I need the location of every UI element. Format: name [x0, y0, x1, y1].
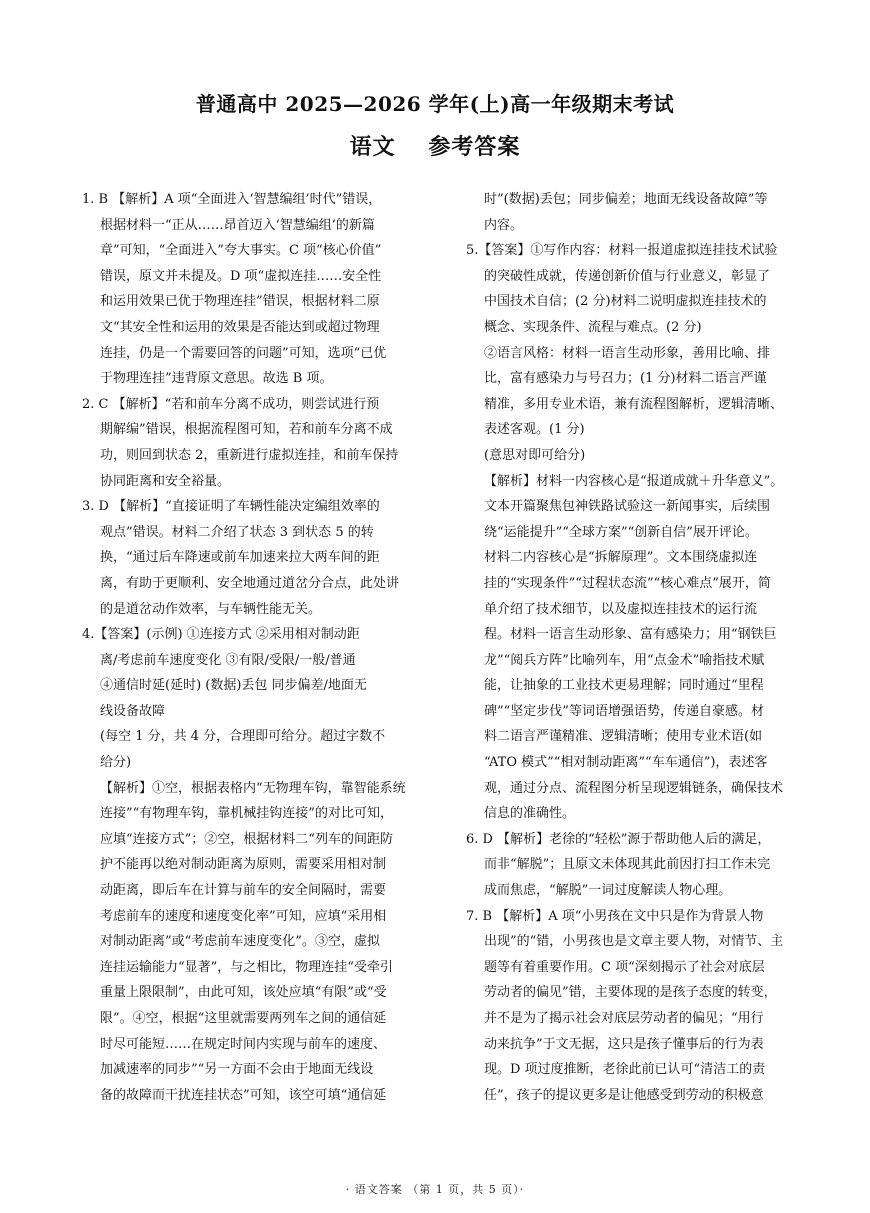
text-line: 【解析】①空，根据表格内“无物理车钩，靠智能系统: [100, 780, 406, 796]
text-line: 7. B 【解析】A 项“小男孩在文中只是作为背景人物: [466, 908, 764, 924]
text-line: 动来抗争”于文无据，这只是孩子懂事后的行为表: [484, 1036, 764, 1052]
text-line: 连挂，仍是一个需要回答的问题”可知，选项“已优: [100, 345, 387, 361]
text-line: ④通信时延(延时) (数据)丢包 同步偏差/地面无: [100, 678, 367, 694]
text-line: 信息的准确性。: [484, 806, 576, 822]
text-line: 考虑前车的速度和速度变化率”可知，应填“采用相: [100, 908, 387, 924]
text-line: 现。D 项过度推断，老徐此前已认可“清洁工的责: [484, 1062, 766, 1078]
text-line: 材料二内容核心是“拆解原理”。文本围绕虚拟连: [484, 550, 758, 566]
text-line: 5.【答案】①写作内容：材料一报道虚拟连挂技术试验: [466, 243, 778, 259]
text-line: 并不是为了揭示社会对底层劳动者的偏见；“用行: [484, 1011, 764, 1026]
text-line: 换，“通过后车降速或前车加速来拉大两车间的距: [100, 550, 380, 566]
text-line: 能，让抽象的工业技术更易理解；同时通过“里程: [484, 678, 764, 694]
answer-label: 参考答案: [428, 134, 521, 160]
text-line: 单介绍了技术细节，以及虚拟连挂技术的运行流: [484, 601, 758, 617]
text-line: 离/考虑前车速度变化 ③有限/受限/一般/普通: [100, 652, 356, 668]
text-line: 连挂运输能力“显著”，与之相比，物理连挂“受牵引: [100, 959, 393, 975]
text-line: 观点”错误。材料二介绍了状态 3 到状态 5 的转: [100, 524, 374, 540]
text-line: 线设备故障: [100, 703, 166, 719]
text-line: 内容。: [484, 217, 524, 233]
text-line: 动距离，即后车在计算与前车的安全间隔时，需要: [100, 883, 387, 899]
text-line: 程。材料一语言生动形象、富有感染力；用“钢铁巨: [484, 627, 777, 643]
text-line: 功，则回到状态 2，重新进行虚拟连挂，和前车保持: [100, 447, 399, 463]
text-line: 备的故障而干扰连挂状态”可知，该空可填“通信延: [100, 1087, 387, 1103]
text-line: 成而焦虑，“解脱”一词过度解读人物心理。: [484, 883, 732, 899]
page-footer: · 语文答案 （第 1 页，共 5 页）·: [345, 1183, 525, 1196]
text-line: 的是道岔动作效率，与车辆性能无关。: [100, 601, 322, 617]
text-line: 出现”的“错，小男孩也是文章主要人物，对情节、主: [484, 934, 784, 950]
text-line: 【解析】材料一内容核心是“报道成就＋升华意义”。: [484, 473, 784, 489]
exam-title: 普通高中 2025—2026 学年(上)高一年级期末考试: [195, 92, 675, 116]
text-line: 4.【答案】(示例) ①连接方式 ②采用相对制动距: [82, 627, 360, 643]
text-line: 文本开篇聚焦包神铁路试验这一新闻事实，后续围: [484, 499, 771, 515]
text-line: 任”，孩子的提议更多是让他感受到劳动的积极意: [484, 1087, 764, 1103]
text-line: “ATO 模式”“相对制动距离”“车车通信”)，表述客: [484, 755, 768, 771]
text-line: 料二语言严谨精准、逻辑清晰；使用专业术语(如: [484, 729, 763, 745]
text-line: 协同距离和安全裕量。: [100, 473, 231, 489]
text-line: 比，富有感染力与号召力；(1 分)材料二语言严谨: [484, 371, 767, 387]
text-line: 表述客观。(1 分): [484, 422, 585, 438]
text-line: 给分): [100, 755, 132, 771]
text-line: 中国技术自信；(2 分)材料二说明虚拟连挂技术的: [484, 294, 767, 310]
text-line: 6. D 【解析】老徐的“轻松”源于帮助他人后的满足，: [466, 831, 771, 847]
text-line: 限”。④空，根据“这里就需要两列车之间的通信延: [100, 1011, 387, 1026]
text-line: 根据材料一“正从……昂首迈入‘智慧编组’的新篇: [100, 217, 375, 233]
text-line: (意思对即可给分): [484, 447, 586, 463]
text-line: 重量上限限制”，由此可知，该处应填“有限”或“受: [100, 985, 387, 1001]
text-line: ②语言风格：材料一语言生动形象，善用比喻、排: [484, 345, 771, 361]
left-column: [82, 187, 414, 1108]
text-line: 1. B 【解析】A 项“全面进入‘智慧编组’时代”错误，: [82, 192, 382, 207]
text-line: 挂的“实现条件”“过程状态流”“核心难点”展开，简: [484, 575, 771, 591]
text-line: 时”(数据)丢包；同步偏差；地面无线设备故障”等: [484, 192, 768, 207]
text-line: 错误，原文并未提及。D 项“虚拟连挂……安全性: [100, 268, 382, 284]
text-line: 绕“运能提升”“全球方案”“创新自信”展开评论。: [484, 524, 758, 540]
text-line: 龙”“阅兵方阵”比喻列车，用“点金术”喻指技术赋: [484, 652, 765, 668]
right-column: [466, 187, 798, 1108]
text-line: 连接”“有物理车钩，靠机械挂钩连接”的对比可知，: [100, 806, 393, 822]
text-line: 而非“解脱”；且原文未体现其此前因打扫工作未完: [484, 857, 771, 873]
answer-subtitle: [0, 130, 870, 161]
text-line: 劳动者的偏见”错，主要体现的是孩子态度的转变，: [484, 985, 777, 1001]
text-line: 应填“连接方式”；②空，根据材料二“列车的间距防: [100, 831, 393, 847]
text-line: 题等有着重要作用。C 项“深刻揭示了社会对底层: [484, 959, 765, 975]
text-line: 文“其安全性和运用的效果是否能达到或超过物理: [100, 319, 380, 335]
text-line: 时尽可能短……在规定时间内实现与前车的速度、: [100, 1036, 387, 1052]
text-line: 对制动距离”或“考虑前车速度变化”。③空，虚拟: [100, 934, 380, 950]
text-line: 期解编”错误，根据流程图可知，若和前车分离不成: [100, 422, 393, 438]
text-line: 观，通过分点、流程图分析呈现逻辑链条，确保技术: [484, 780, 784, 796]
text-line: 碑”“坚定步伐”等词语增强语势，传递自豪感。材: [484, 703, 764, 719]
text-line: 的突破性成就，传递创新价值与行业意义，彰显了: [484, 268, 771, 284]
text-line: 护不能再以绝对制动距离为原则，需要采用相对制: [100, 857, 387, 873]
text-line: 章”可知，“全面进入”夸大事实。C 项“核心价值”: [100, 243, 382, 259]
text-line: 加减速率的同步”“另一方面不会由于地面无线设: [100, 1062, 374, 1078]
text-line: 概念、实现条件、流程与难点。(2 分): [484, 319, 702, 335]
text-line: 和运用效果已优于物理连挂”错误，根据材料二原: [100, 294, 380, 310]
text-line: 2. C 【解析】“若和前车分离不成功，则尝试进行预: [82, 396, 380, 412]
text-line: 于物理连挂”违背原文意思。故选 B 项。: [100, 371, 333, 387]
text-line: 精准，多用专业术语，兼有流程图解析，逻辑清晰、: [484, 396, 784, 412]
text-line: (每空 1 分，共 4 分，合理即可给分。超过字数不: [100, 729, 386, 745]
text-line: 离，有助于更顺利、安全地通过道岔分合点，此处讲: [100, 575, 400, 591]
subject-label: 语文: [349, 134, 396, 160]
text-line: 3. D 【解析】“直接证明了车辆性能决定编组效率的: [82, 499, 380, 515]
